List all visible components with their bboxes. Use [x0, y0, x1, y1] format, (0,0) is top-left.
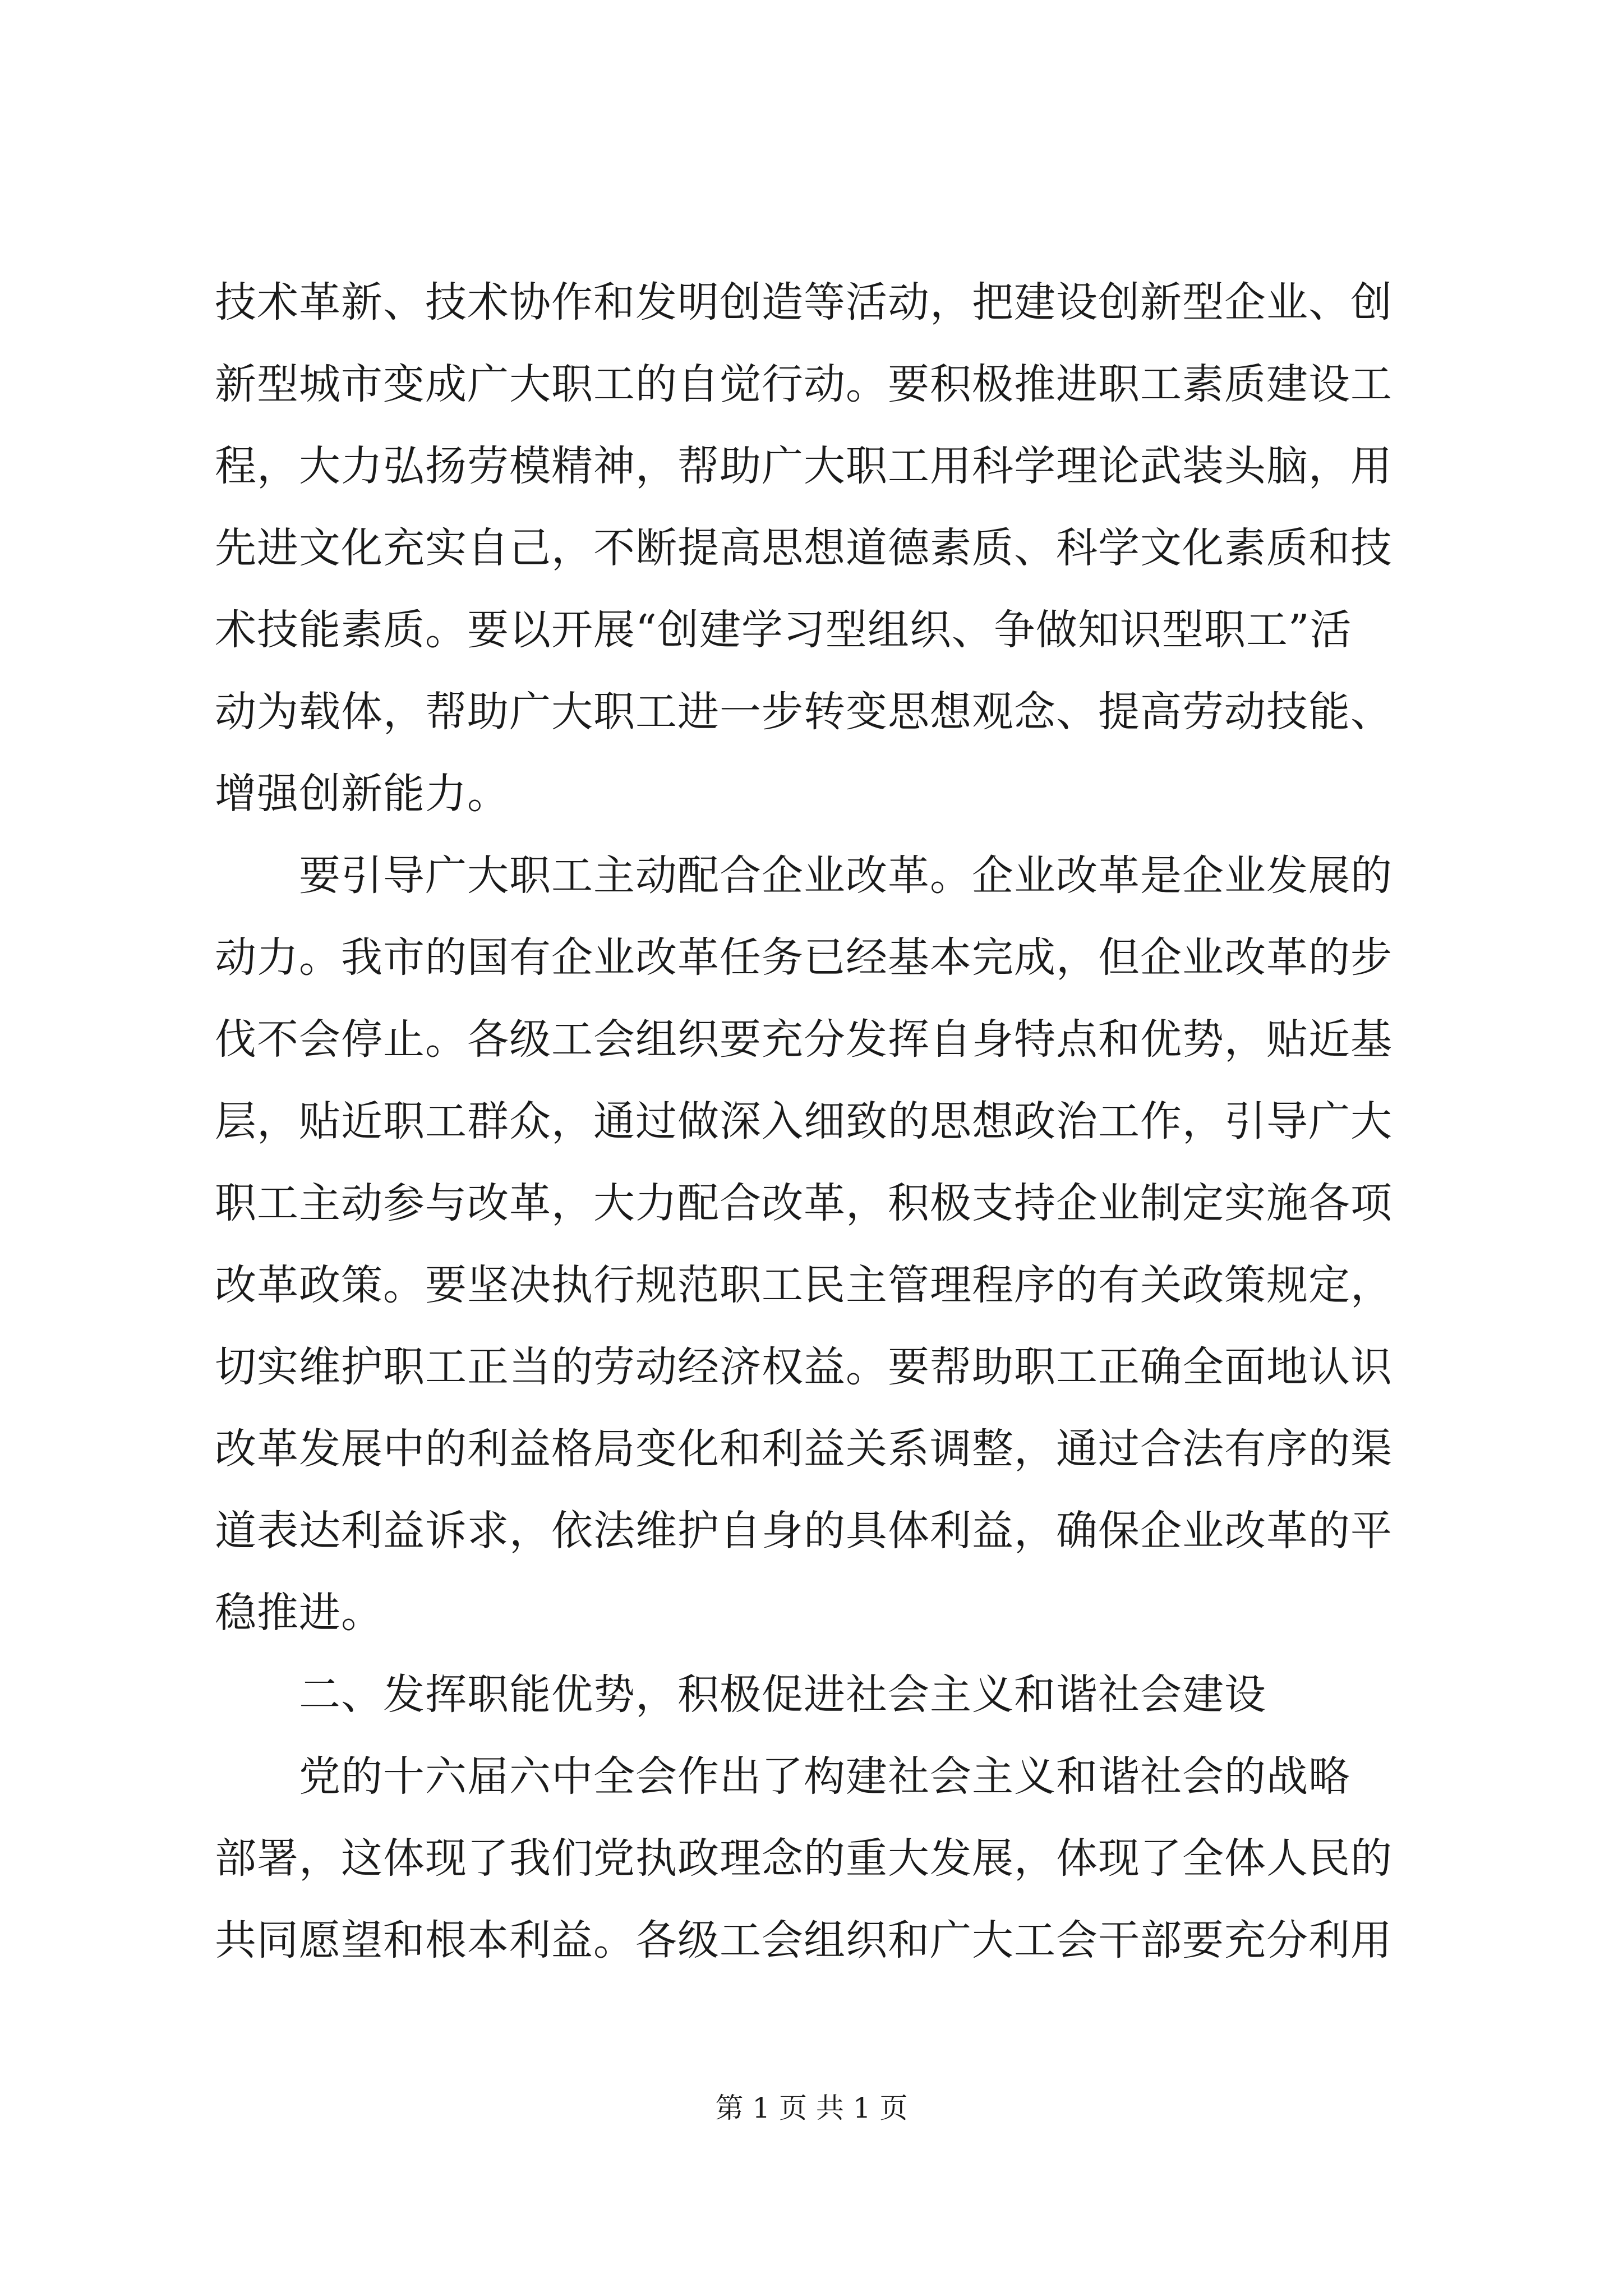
text-line: 要引导广大职工主动配合企业改革。企业改革是企业发展的: [215, 852, 1393, 900]
text-line: 层，贴近职工群众，通过做深入细致的思想政治工作，引导广大: [215, 1097, 1393, 1145]
text-line: 部署，这体现了我们党执政理念的重大发展，体现了全体人民的: [215, 1834, 1393, 1883]
text-line: 党的十六届六中全会作出了构建社会主义和谐社会的战略: [215, 1752, 1350, 1801]
section-heading: 二、发挥职能优势，积极促进社会主义和谐社会建设: [215, 1671, 1266, 1719]
text-line: 职工主动参与改革，大力配合改革，积极支持企业制定实施各项: [215, 1179, 1393, 1227]
text-line: 道表达利益诉求，依法维护自身的具体利益，确保企业改革的平: [215, 1507, 1393, 1555]
text-line: 先进文化充实自己，不断提高思想道德素质、科学文化素质和技: [215, 524, 1393, 572]
text-line: 术技能素质。要以开展“创建学习型组织、争做知识型职工”活: [215, 606, 1352, 654]
page-footer: [0, 2086, 1623, 2131]
text-line: 动力。我市的国有企业改革任务已经基本完成，但企业改革的步: [215, 933, 1393, 982]
text-line: 程，大力弘扬劳模精神，帮助广大职工用科学理论武装头脑，用: [215, 442, 1393, 490]
page-number-label: 第 1 页 共 1 页: [715, 2092, 908, 2124]
text-line: 切实维护职工正当的劳动经济权益。要帮助职工正确全面地认识: [215, 1343, 1393, 1391]
text-line: 共同愿望和根本利益。各级工会组织和广大工会干部要充分利用: [215, 1916, 1393, 1964]
text-line: 新型城市变成广大职工的自觉行动。要积极推进职工素质建设工: [215, 360, 1393, 408]
text-line: 增强创新能力。: [215, 770, 509, 818]
text-line: 动为载体，帮助广大职工进一步转变思想观念、提高劳动技能、: [215, 688, 1393, 736]
text-line: 稳推进。: [215, 1589, 383, 1637]
body-text: [215, 261, 1443, 1981]
text-line: 技术革新、技术协作和发明创造等活动，把建设创新型企业、创: [215, 278, 1393, 326]
text-line: 改革发展中的利益格局变化和利益关系调整，通过合法有序的渠: [215, 1425, 1393, 1473]
text-line: 伐不会停止。各级工会组织要充分发挥自身特点和优势，贴近基: [215, 1015, 1393, 1064]
text-line: 改革政策。要坚决执行规范职工民主管理程序的有关政策规定，: [215, 1261, 1393, 1309]
